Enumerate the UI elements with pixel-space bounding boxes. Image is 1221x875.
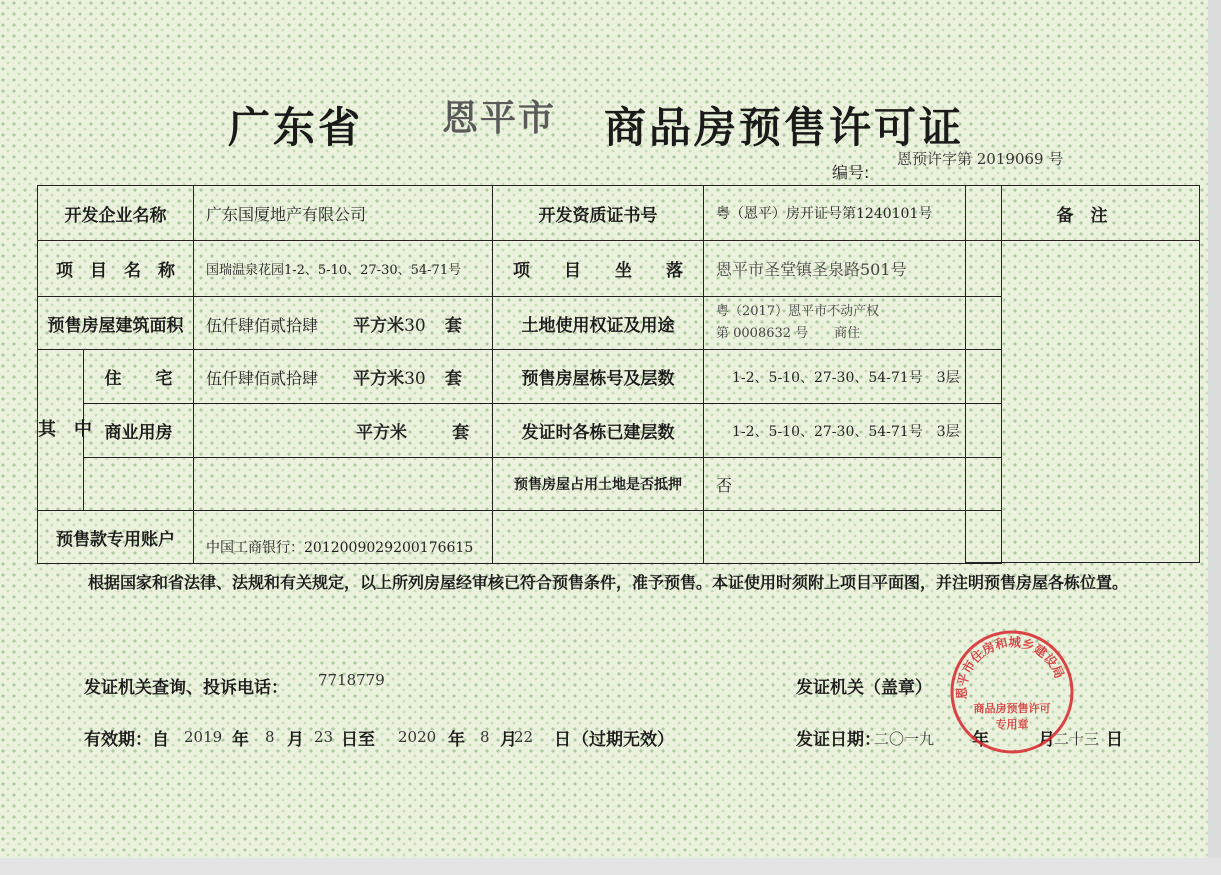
developer-value: 广东国厦地产有限公司 <box>194 186 493 241</box>
issue-year-char: 年 <box>972 730 989 750</box>
project-name-label: 项 目 名 称 <box>38 241 194 297</box>
project-name-value: 国瑞温泉花园1-2、5-10、27-30、54-71号 <box>194 241 493 297</box>
residential-area: 伍仟肆佰贰拾肆 <box>206 369 319 388</box>
validity-label: 有效期：自 <box>84 730 169 750</box>
issue-date-label: 发证日期： <box>796 730 881 750</box>
commercial-sqm-unit: 平方米 <box>356 423 407 443</box>
city-title: 恩平市 <box>442 98 557 139</box>
valid-to-month: 8 <box>480 728 490 746</box>
residential-label: 住 宅 <box>84 350 194 404</box>
phone-value: 7718779 <box>318 671 385 689</box>
remarks-header: 备 注 <box>1056 205 1108 226</box>
valid-to-month-char: 月 <box>500 730 517 750</box>
built-floors-value: 1-2、5-10、27-30、54-71号 3层 <box>704 404 966 458</box>
among-label: 其 中 <box>38 350 84 511</box>
commercial-sets-unit: 套 <box>452 423 470 443</box>
area-label: 预售房屋建筑面积 <box>38 297 194 350</box>
valid-to-day-char: 日 <box>554 730 571 750</box>
valid-to-day: 22 <box>514 728 534 746</box>
official-seal <box>948 628 1076 756</box>
document-title: 商品房预售许可证 <box>604 103 965 152</box>
expired-note: （过期无效） <box>572 730 674 750</box>
building-floors-label: 预售房屋栋号及层数 <box>493 350 704 404</box>
area-sets-value: 30 <box>404 315 426 336</box>
issue-month-char: 月 <box>1038 730 1055 750</box>
commercial-cell <box>194 404 493 458</box>
land-value <box>704 297 966 350</box>
mortgage-value: 否 <box>704 458 966 511</box>
approval-statement: 根据国家和省法律、法规和有关规定，以上所列房屋经审核已符合预售条件，准予预售。本证使用时须附上项目平面图，并注明预售房屋各栋位置。 <box>88 573 1129 592</box>
area-cell <box>194 297 493 350</box>
province-title: 广东省 <box>228 103 364 152</box>
remarks-column <box>965 185 1200 563</box>
scan-edge-bottom <box>0 858 1221 875</box>
valid-from-year: 2019 <box>184 728 223 746</box>
valid-from-year-char: 年 <box>232 730 249 750</box>
authority-label: 发证机关（盖章） <box>796 678 932 698</box>
land-value-line2: 第 0008632 号 商住 <box>716 326 861 341</box>
location-label: 项 目 坐 落 <box>493 241 704 297</box>
residential-sets-unit: 套 <box>444 369 462 389</box>
area-sets-unit: 套 <box>444 315 462 336</box>
issue-day: 二十三 <box>1054 730 1100 748</box>
account-label: 预售款专用账户 <box>38 511 194 564</box>
phone-label: 发证机关查询、投诉电话： <box>84 678 288 698</box>
land-value-line1: 粤（2017）恩平市不动产权 <box>716 304 880 319</box>
valid-from-day: 23 <box>314 728 334 746</box>
issue-year: 二〇一九 <box>874 730 935 748</box>
residential-sets-value: 30 <box>404 369 426 389</box>
location-value: 恩平市圣堂镇圣泉路501号 <box>704 241 966 297</box>
area-value: 伍仟肆佰贰拾肆 <box>206 315 319 335</box>
seal-center-line1: 商品房预售许可 <box>973 702 1051 715</box>
built-floors-label: 发证时各栋已建层数 <box>493 404 704 458</box>
seal-ring-text: 恩平市住房和城乡建设局 <box>953 634 1068 700</box>
account-value: 中国工商银行：2012009029200176615 <box>194 511 493 564</box>
permit-number-label: 编号: <box>832 163 870 182</box>
commercial-label: 商业用房 <box>84 404 194 458</box>
qualification-label: 开发资质证书号 <box>493 186 704 241</box>
residential-sqm-unit: 平方米 <box>353 369 405 389</box>
issue-day-char: 日 <box>1106 730 1123 750</box>
qualification-value: 粤（恩平）房开证号第1240101号 <box>704 186 966 241</box>
permit-number: 恩预许字第 2019069 号 <box>897 150 1064 168</box>
area-sqm-unit: 平方米 <box>353 315 405 336</box>
mortgage-label: 预售房屋占用土地是否抵押 <box>493 458 704 511</box>
developer-label: 开发企业名称 <box>38 186 194 241</box>
valid-to-char: 日至 <box>341 730 375 750</box>
valid-from-month: 8 <box>265 728 275 746</box>
seal-center-line2: 专用章 <box>995 718 1029 731</box>
valid-from-month-char: 月 <box>287 730 304 750</box>
building-floors-value: 1-2、5-10、27-30、54-71号 3层 <box>704 350 966 404</box>
scan-edge-right <box>1208 0 1221 875</box>
valid-to-year: 2020 <box>398 728 437 746</box>
permit-details-table <box>37 185 1002 564</box>
residential-cell <box>194 350 493 404</box>
valid-to-year-char: 年 <box>448 730 465 750</box>
land-label: 土地使用权证及用途 <box>493 297 704 350</box>
